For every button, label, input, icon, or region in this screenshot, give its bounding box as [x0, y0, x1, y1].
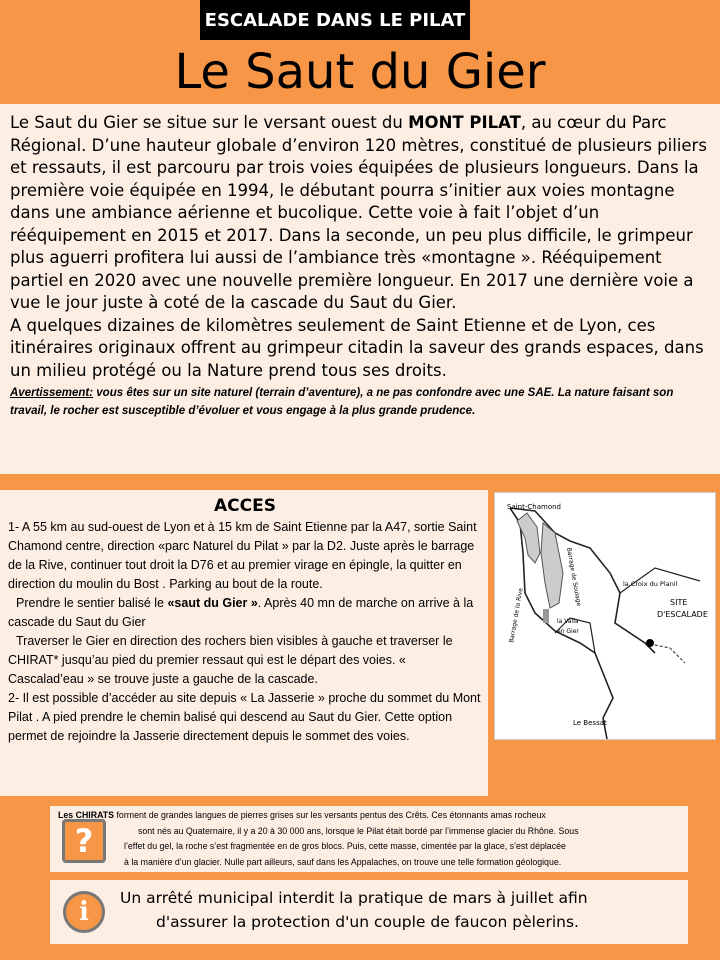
chirats-line-2: sont nés au Quaternaire, il y a 20 à 30 000 ans, lorsque le Pilat était bordé par l’immense glacier du Rhône. Sous — [138, 825, 579, 836]
map-label-saint-chamond: Saint-Chamond — [507, 503, 561, 511]
chirats-info-box — [50, 806, 688, 872]
regulation-box — [50, 880, 688, 944]
info-glyph: i — [79, 897, 89, 927]
intro-panel — [0, 104, 720, 474]
trail-text: Prendre le sentier balisé le — [16, 596, 168, 610]
intro-paragraph-1 — [10, 112, 712, 315]
warning-text: vous êtes sur un site naturel (terrain d’aventure), a ne pas confondre avec une SAE. La nature faisant son travail, le rocher est susceptible d’évoluer et vous engage à la plus grande prudence. — [10, 387, 674, 417]
banner-text: ESCALADE DANS LE PILAT — [204, 9, 466, 31]
chirats-line-3: l’effet du gel, la roche s’est fragmentée en de gros blocs. Puis, cette masse, cimentée par la glace, s’est déplacée — [124, 841, 566, 851]
map-label-site-2: D'ESCALADE — [657, 610, 708, 619]
chirats-line-1-text: forment de grandes langues de pierres grises sur les versants pentus des Crêts. Ces étonnants amas rocheux — [114, 810, 546, 820]
mont-pilat-bold: MONT PILAT — [408, 113, 521, 132]
access-panel — [0, 490, 488, 796]
question-glyph: ? — [74, 822, 94, 860]
info-icon — [63, 891, 105, 933]
map-label-site-1: SITE — [670, 598, 688, 607]
access-trail — [8, 594, 482, 632]
section-banner — [200, 0, 470, 40]
map-label-bessat: Le Bessat — [573, 719, 607, 727]
access-crossing: Traverser le Gier en direction des rochers bien visibles à gauche et traverser le CHIRAT* jusqu’au pied du premier ressaut qui est le départ des voies. « Cascalad’eau » se trouve juste a gauche de la cascade. — [8, 634, 453, 686]
warning-label: Avertissement: — [10, 387, 94, 399]
access-route-1: 1- A 55 km au sud-ouest de Lyon et à 15 km de Saint Etienne par la A47, sortie Saint Chamond centre, direction «parc Naturel du Pilat » par la D2. Juste après le barrage de la Rive, continuer tout droit la D76 et au premier virage en épingle, la quitter en direction du moulin du Bost . Parking au bout de la route. — [8, 520, 477, 591]
regulation-text — [120, 886, 684, 934]
warning-note — [10, 384, 712, 420]
intro-text: Le Saut du Gier se situe sur le versant ouest du — [10, 113, 409, 132]
map-drawing — [495, 493, 715, 739]
map-label-barrage-rive: Barrage de la Rive — [508, 587, 525, 644]
chirats-term: Les CHIRATS — [58, 810, 115, 820]
regulation-line-2: d'assurer la protection d'un couple de faucon pèlerins. — [156, 913, 579, 931]
map-label-valla-1: la Valla — [557, 618, 579, 625]
map-label-barrage-soulage: Barrage de Soulage — [565, 547, 583, 607]
chirats-text — [58, 808, 684, 870]
chirats-line-4: à la manière d’un glacier. Nulle part ailleurs, sauf dans les Appalaches, on trouve une telle formation géologique. — [124, 856, 562, 867]
regulation-line-1: Un arrêté municipal interdit la pratique de mars à juillet afin — [120, 889, 588, 907]
page-title: Le Saut du Gier — [174, 44, 546, 100]
trail-text-cont: . Après 40 mn de marche on arrive à la cascade du Saut du Gier — [8, 596, 474, 629]
map-label-croix: la Croix du Planil — [623, 580, 678, 588]
access-map — [494, 492, 716, 740]
access-heading: ACCES — [214, 496, 276, 516]
chirats-line-1 — [58, 808, 684, 824]
map-label-valla-2: en Gier — [557, 628, 579, 635]
intro-text-cont: , au cœur du Parc Régional. D’une hauteur globale d’environ 120 mètres, constitué de plusieurs piliers et ressauts, il est parcouru par trois voies équipées de plusieurs longueurs. Dans la première voie équipée en 1994, le débutant pourra s’initier aux voies montagne dans une ambiance aérienne et bucolique. Cette voie à fait l’objet d’un rééquipement en 2015 et 2017. Dans la seconde, un peu plus difficile, le grimpeur plus aguerri profitera lui aussi de l’ambiance très «montagne ». Rééquipement partiel en 2020 avec une nouvelle première longueur. En 2017 une dernière voie a vue le jour juste à coté de la cascade du Saut du Gier. — [10, 113, 707, 312]
access-route-2: 2- Il est possible d’accéder au site depuis « La Jasserie » proche du sommet du Mont Pilat . A pied prendre le chemin balisé qui descend au Saut du Gier. Cette option permet de rejoindre la Jasserie directement depuis le sommet des voies. — [8, 691, 481, 743]
intro-paragraph-2: A quelques dizaines de kilomètres seulement de Saint Etienne et de Lyon, ces itinéraires originaux offrent au grimpeur citadin la saveur des grands espaces, dans un milieu protégé ou la Nature prend tous ses droits. — [10, 315, 704, 380]
trail-name: «saut du Gier » — [167, 596, 258, 610]
